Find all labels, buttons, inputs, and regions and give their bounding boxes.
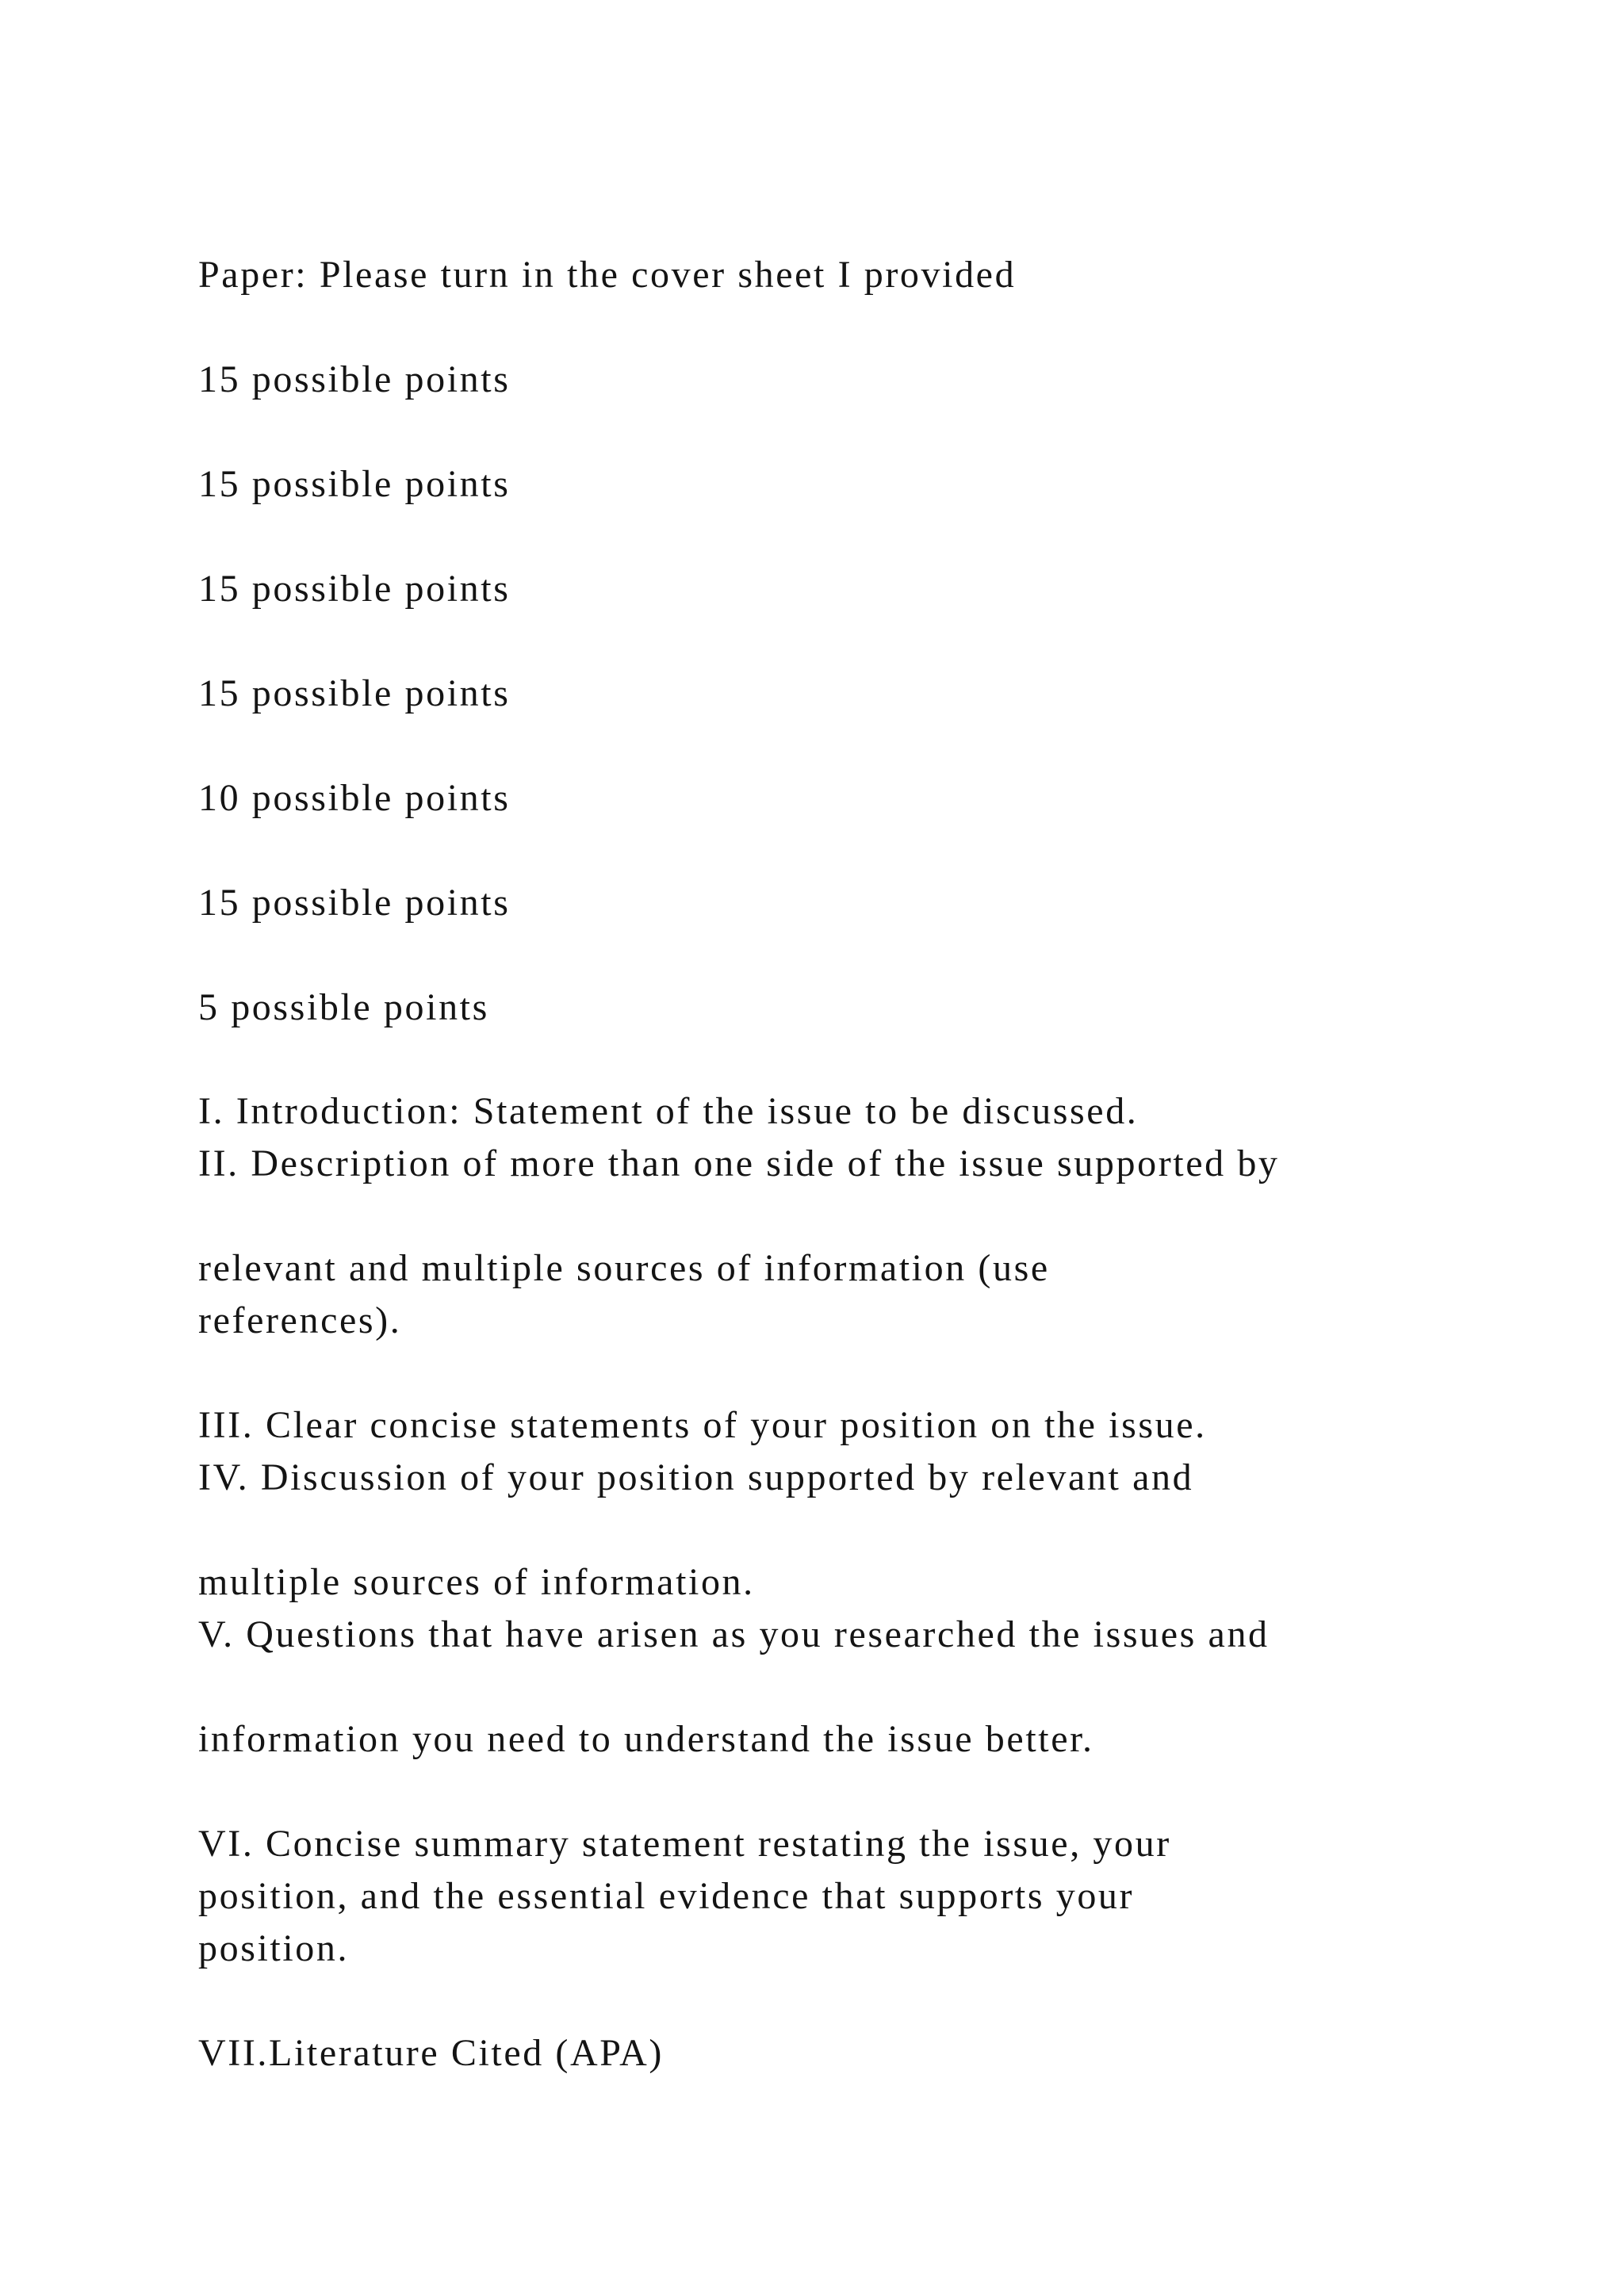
points-line: 15 possible points [198, 568, 511, 610]
outline-line: information you need to understand the issue better. [198, 1718, 1094, 1760]
points-line: 15 possible points [198, 672, 511, 714]
outline-line: position, and the essential evidence that supports your [198, 1875, 1135, 1917]
outline-line: VII.Literature Cited (APA) [198, 2032, 665, 2074]
points-line: 5 possible points [198, 986, 489, 1028]
outline-line: IV. Discussion of your position supported by relevant and [198, 1456, 1194, 1498]
header-line: Paper: Please turn in the cover sheet I provided [198, 254, 1017, 296]
outline-line: position. [198, 1927, 350, 1969]
outline-line: references). [198, 1299, 402, 1341]
outline-line: III. Clear concise statements of your position on the issue. [198, 1404, 1207, 1446]
points-line: 15 possible points [198, 463, 511, 505]
outline-line: I. Introduction: Statement of the issue to be discussed. [198, 1090, 1139, 1132]
outline-line: relevant and multiple sources of information (use [198, 1247, 1050, 1289]
outline-line: II. Description of more than one side of the issue supported by [198, 1142, 1280, 1184]
outline-line: multiple sources of information. [198, 1561, 755, 1603]
points-line: 15 possible points [198, 358, 511, 400]
outline-line: VI. Concise summary statement restating the issue, your [198, 1823, 1171, 1865]
outline-line: V. Questions that have arisen as you researched the issues and [198, 1613, 1270, 1655]
points-line: 15 possible points [198, 882, 511, 924]
points-line: 10 possible points [198, 777, 511, 819]
